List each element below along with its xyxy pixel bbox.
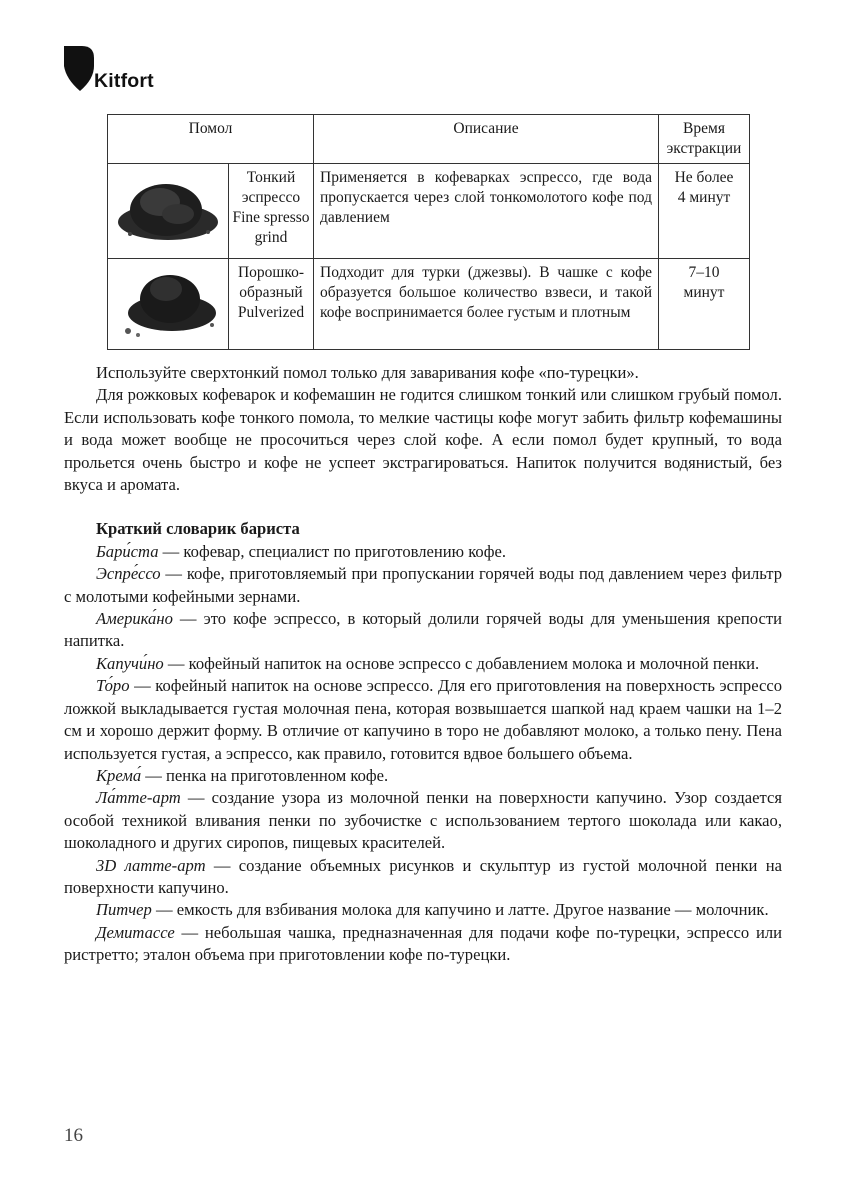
header-grind: Помол [108, 115, 314, 164]
body-text [64, 362, 782, 967]
glossary-term: Бари́ста [96, 541, 159, 561]
glossary-entry [64, 608, 782, 653]
extraction-time-line: 4 минут [677, 189, 731, 206]
paragraph: Для рожковых кофеварок и кофемашин не годится слишком тонкий или слишком грубый помол. Если использовать кофе тонкого помола, то мелкие частицы кофе могут забить фильтр кофемашины и вода может вообще не просочиться через слой кофе. А если помол будет крупный, то вода прольется очень быстро и кофе не успеет экстрагироваться. Напиток получится водянистый, без вкуса и аромата. [64, 385, 782, 495]
table-row [108, 164, 750, 259]
glossary-definition: — создание узора из молочной пенки на поверхности капучино. Узор создается особой техникой вливания пенки по зубочистке с использованием тертого шоколада или какао, шоколадного и других сиропов, пищевых красителей. [64, 788, 782, 853]
glossary-definition: — кофевар, специалист по приготовлению кофе. [158, 541, 506, 561]
extraction-time-cell [659, 164, 750, 259]
glossary-entry [64, 541, 782, 563]
glossary-definition: — это кофе эспрессо, в который долили горячей воды для уменьшения крепости напитка. [64, 609, 782, 651]
extraction-time-line: минут [683, 284, 725, 301]
paragraph: Используйте сверхтонкий помол только для заваривания кофе «по-турецки». [96, 363, 639, 382]
grind-name-cell [229, 164, 314, 259]
glossary-heading: Краткий словарик бариста [96, 519, 300, 539]
table-header-row [108, 115, 750, 164]
glossary-definition: — кофе, приготовляемый при пропускании горячей воды под давлением через фильтр с молотыми кофейными зернами. [64, 564, 782, 606]
table-row [108, 259, 750, 350]
fine-coffee-powder-photo [108, 164, 229, 259]
brand-name: Kitfort [94, 70, 154, 92]
glossary-term: То́ро [96, 676, 130, 696]
glossary-entry [64, 922, 782, 967]
grind-table [107, 114, 750, 350]
extraction-time-line: Не более [674, 169, 734, 186]
glossary-term: Капучи́но [96, 653, 164, 673]
grind-name-cell [229, 259, 314, 350]
glossary-definition: — емкость для взбивания молока для капучино и латте. Другое название — молочник. [151, 900, 769, 920]
kitfort-logo [64, 46, 174, 96]
glossary-term: Ла́тте-арт [96, 788, 181, 808]
glossary-entry [64, 899, 782, 921]
glossary-term: Америка́но [96, 609, 173, 629]
glossary-entry [64, 855, 782, 900]
grind-description: Применяется в кофеварках эспрессо, где вода пропускается через слой тонкомолотого кофе под давлением [314, 164, 659, 259]
glossary-term: Эспре́ссо [96, 564, 161, 584]
glossary-definition: — кофейный напиток на основе эспрессо. Для его приготовления на поверхность эспрессо ложкой выкладывается густая молочная пена, которая возвышается шапкой над краем чашки на 1–2 см и хорошо держит форму. В отличие от капучино в торо не добавляют молоко, а только пену. Пена используется густая, а эспрессо, как правило, готовится вдвое большего объема. [64, 676, 782, 763]
grind-name-line: эспрессо [241, 189, 301, 206]
glossary-term: Питчер [96, 900, 152, 920]
grind-name-line: образный [239, 284, 303, 301]
glossary-definition: — кофейный напиток на основе эспрессо с добавлением молока и молочной пенки. [163, 653, 760, 673]
kitfort-shield-icon [64, 46, 96, 92]
grind-description: Подходит для турки (джезвы). В чашке с кофе образуется большое количество взвеси, и такой кофе воспринимается более густым и плотным [314, 259, 659, 350]
glossary-term: Демитассе [96, 922, 175, 942]
extraction-time-line: 7–10 [688, 264, 720, 281]
glossary-entry [64, 563, 782, 608]
header-time-line1: Время [683, 120, 725, 137]
header-time [659, 115, 750, 164]
grind-name-line: Тонкий [246, 169, 296, 186]
page-number: 16 [64, 1125, 83, 1146]
glossary-definition: — небольшая чашка, предназначенная для подачи кофе по-турецки, эспрессо или ристретто; эталон объема при приготовлении кофе по-турецки. [64, 922, 782, 965]
grind-name-line: Порошко- [237, 264, 305, 281]
glossary-term: 3D латте-арт [96, 855, 206, 875]
header-description: Описание [314, 115, 659, 164]
header-time-line2: экстракции [666, 140, 742, 157]
glossary-entry [64, 765, 782, 787]
glossary-definition: — создание объемных рисунков и скульптур из густой молочной пенки на поверхности капучино. [64, 855, 783, 897]
grind-name-line: Fine spresso [232, 209, 310, 226]
glossary-definition: — пенка на приготовленном кофе. [141, 765, 389, 785]
glossary-entry [64, 653, 782, 675]
glossary-entry [64, 787, 782, 854]
glossary-entry [64, 675, 782, 765]
pulverized-coffee-powder-photo [108, 259, 229, 350]
glossary-term: Крема́ [96, 765, 142, 785]
grind-name-line: Pulverized [237, 304, 305, 321]
extraction-time-cell [659, 259, 750, 350]
grind-name-line: grind [254, 229, 288, 246]
